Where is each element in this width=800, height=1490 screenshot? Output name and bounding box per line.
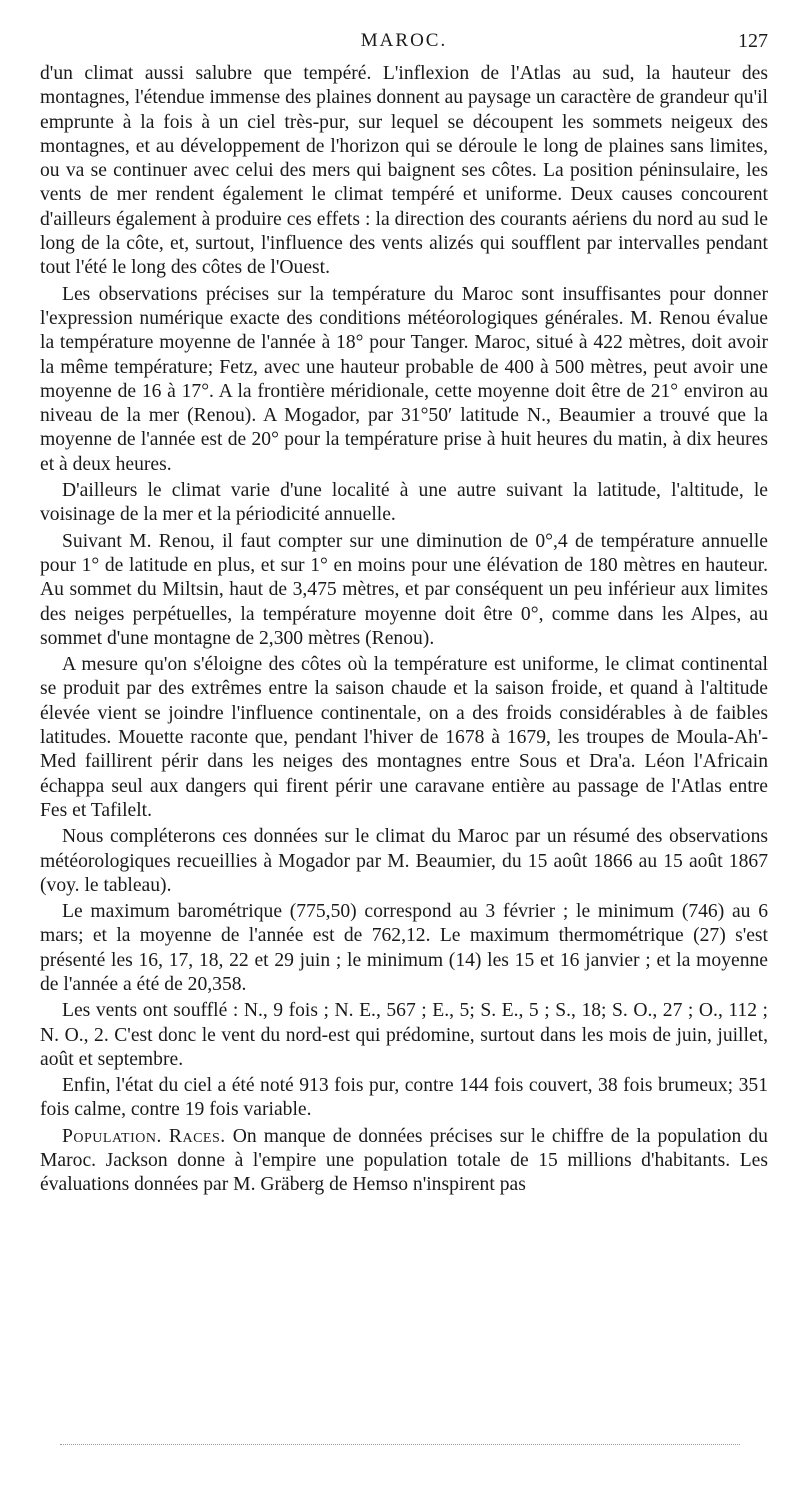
paragraph-barometric: Le maximum barométrique (775,50) correspond au 3 février ; le minimum (746) au 6 mars; et la moyenne de l'année est de 762,12. Le maximum thermométrique (27) s'est présenté les 16, 17, 18, 22 et 29 juin ; le minimum (14) les 15 et 16 janvier ; et la moyenne de l'année a été de 20,358. xyxy=(40,901,768,995)
paragraph-mogador-summary: Nous compléterons ces données sur le climat du Maroc par un résumé des observations météorologiques recueillies à Mogador par M. Beaumier, du 15 août 1866 au 15 août 1867 (voy. le tableau). xyxy=(40,826,768,896)
races-heading: Races. xyxy=(168,1125,226,1147)
paragraph-climate-variation: D'ailleurs le climat varie d'une localité à une autre suivant la latitude, l'altitude, le voisinage de la mer et la périodicité annuelle. xyxy=(40,480,768,526)
paragraph-temperature-observations: Les observations précises sur la température du Maroc sont insuffisantes pour donner l'expression numérique exacte des conditions météorologiques générales. M. Renou évalue la température moyenne de l'année à 18° pour Tanger. Maroc, situé à 422 mètres, doit avoir la même température; Fetz, avec une hauteur probable de 400 à 500 mètres, peut avoir une moyenne de 16 à 17°. A la frontière méridionale, cette moyenne doit être de 21° environ au niveau de la mer (Renou). A Mogador, par 31°50′ latitude N., Beaumier a trouvé que la moyenne de l'année est de 20° pour la température prise à huit heures du matin, à dix heures et à deux heures. xyxy=(40,283,768,475)
paragraph-sky-state: Enfin, l'état du ciel a été noté 913 fois pur, contre 144 fois couvert, 38 fois brumeux; 351 fois calme, contre 19 fois variable. xyxy=(40,1075,768,1121)
paragraph-continental-climate: A mesure qu'on s'éloigne des côtes où la température est uniforme, le climat continental se produit par des extrêmes entre la saison chaude et la saison froide, et quand à l'altitude élevée vient se joindre l'influence continentale, on a des froids considérables à de faibles latitudes. Mouette raconte que, pendant l'hiver de 1678 à 1679, les troupes de Moula-Ah'-Med faillirent périr dans les neiges des montagnes entre Sous et Dra'a. Léon l'Africain échappa seul aux dangers qui firent périr une caravane entière au passage de l'Atlas entre Fes et Tafilelt. xyxy=(40,654,768,821)
paragraph-population xyxy=(40,1125,768,1198)
population-heading: Population. xyxy=(62,1125,162,1147)
paragraph-renou-altitude: Suivant M. Renou, il faut compter sur une diminution de 0°,4 de température annuelle pour 1° de latitude en plus, et sur 1° en moins pour une élévation de 180 mètres en hauteur. Au sommet du Miltsin, haut de 3,475 mètres, et par conséquent un peu inférieur aux limites des neiges perpétuelles, la température moyenne doit être 0°, comme dans les Alpes, au sommet d'une montagne de 2,300 mètres (Renou). xyxy=(40,530,768,649)
page-header xyxy=(40,28,768,58)
footer-dotted-rule xyxy=(60,1444,740,1445)
population-text: On manque de données précises sur le chiffre de la population du Maroc. Jackson donne à l'empire une population totale de 15 millions d'habitants. Les évaluations données par M. Gräberg de Hemso n'inspirent pas xyxy=(40,1125,768,1196)
paragraph-winds: Les vents ont soufflé : N., 9 fois ; N. E., 567 ; E., 5; S. E., 5 ; S., 18; S. O., 27 ; O., 112 ; N. O., 2. C'est donc le vent du nord-est qui prédomine, surtout dans les mois de juin, juillet, août et septembre. xyxy=(40,1000,768,1070)
paragraph-climate-continued: d'un climat aussi salubre que tempéré. L'inflexion de l'Atlas au sud, la hauteur des montagnes, l'étendue immense des plaines donnent au paysage un caractère de grandeur qu'il emprunte à la fois à un ciel très-pur, sur lequel se découpent les sommets neigeux des montagnes, et au développement de l'horizon qui se déroule le long de plaines sans limites, ou va se continuer avec celui des mers qui baignent ses côtes. La position péninsulaire, les vents de mer rendent également le climat tempéré et uniforme. Deux causes concourent d'ailleurs également à produire ces effets : la direction des courants aériens du nord au sud le long de la côte, et, surtout, l'influence des vents alizés qui soufflent par intervalles pendant tout l'été le long des côtes de l'Ouest. xyxy=(40,63,768,279)
running-title: MAROC. xyxy=(360,30,448,51)
body-text xyxy=(40,62,768,1198)
page-number: 127 xyxy=(738,30,768,52)
